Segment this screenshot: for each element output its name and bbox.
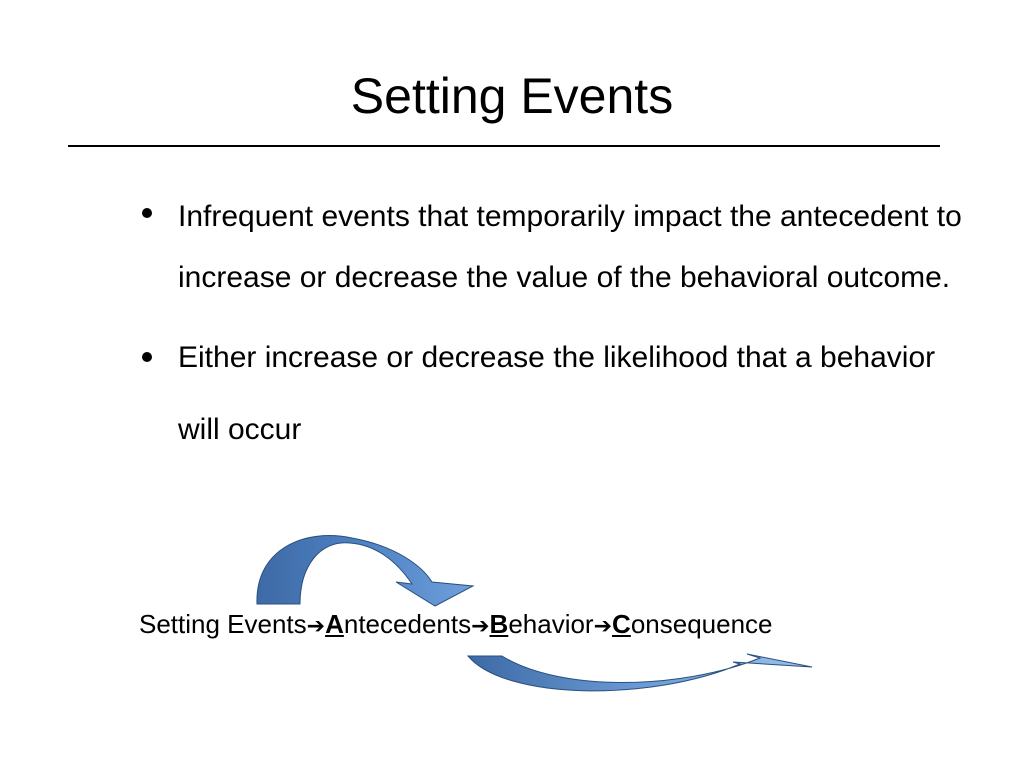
abc-chain (139, 606, 773, 644)
arrow-right-icon: ➔ (471, 613, 490, 638)
chain-consequence-key: C (612, 609, 631, 639)
arrow-right-icon: ➔ (306, 613, 326, 638)
bullet-text: Either increase or decrease the likelihood that a behavior will occur (178, 341, 936, 446)
arrow-right-icon: ➔ (593, 613, 613, 638)
curved-arrow-bottom-icon (468, 654, 812, 691)
chain-setting-events: Setting Events (139, 609, 307, 639)
chain-behavior-key: B (489, 609, 509, 639)
slide-title: Setting Events (350, 68, 674, 124)
chain-antecedents-key: A (325, 609, 344, 639)
chain-behavior-rest: ehavior (508, 609, 594, 639)
chain-consequence-rest: onsequence (630, 609, 773, 639)
chain-antecedents-rest: ntecedents (343, 609, 472, 639)
bullet-text: Infrequent events that temporarily impact the antecedent to increase or decrease the value of the behavioral outcome. (178, 200, 962, 294)
curved-arrow-top-icon (257, 536, 473, 606)
